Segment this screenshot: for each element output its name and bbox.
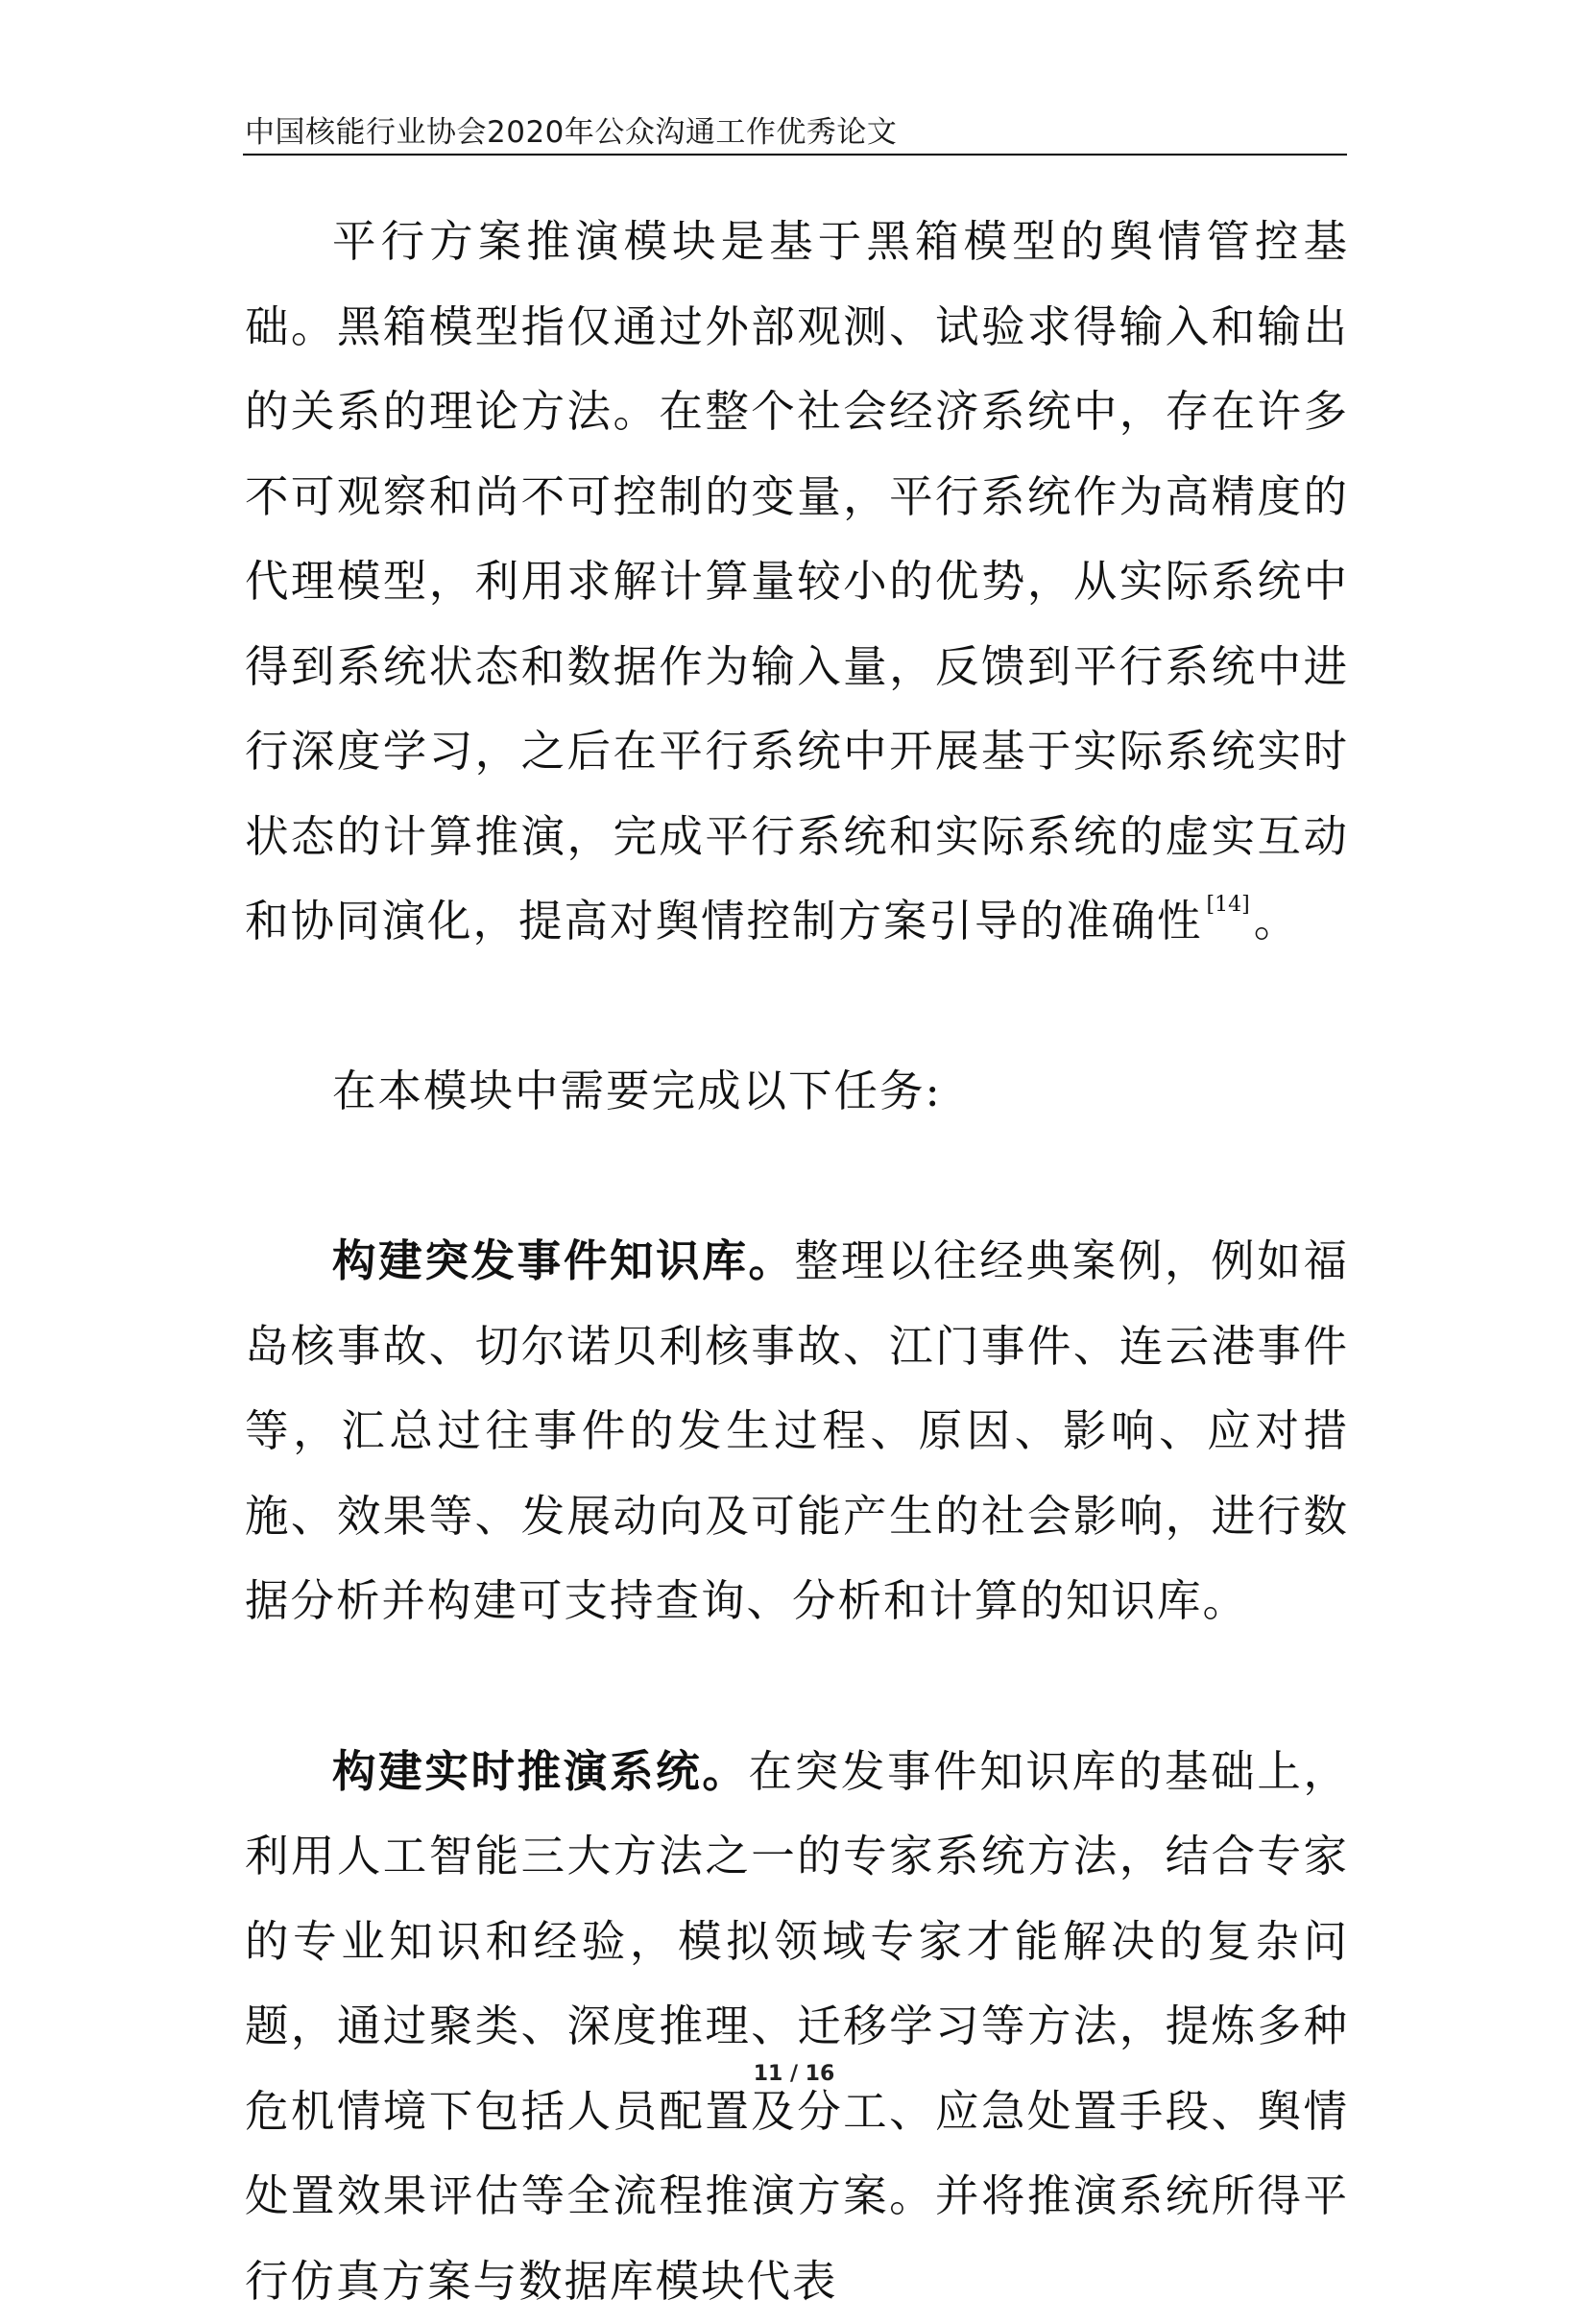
paragraph-heading: 构建实时推演系统。 (332, 1745, 749, 1797)
header-divider (243, 154, 1347, 156)
paragraph-parallel-scheme (245, 200, 1349, 965)
paragraph-text: 整理以往经典案例，例如福岛核事故、切尔诺贝利核事故、江门事件、连云港事件等，汇总过往事件的发生过程、原因、影响、应对措施、效果等、发展动向及可能产生的社会影响，进行数据分析并构建可支持查询、分析和计算的知识库。 (245, 1235, 1349, 1626)
citation-reference: [14] (1207, 893, 1250, 917)
page-number: 11 / 16 (0, 2062, 1588, 2086)
paragraph-realtime-system (245, 1729, 1349, 2324)
paragraph-text: 在突发事件知识库的基础上，利用人工智能三大方法之一的专家系统方法，结合专家的专业知识和经验，模拟领域专家才能解决的复杂问题，通过聚类、深度推理、迁移学习等方法，提炼多种危机情境下包括人员配置及分工、应急处置手段、舆情处置效果评估等全流程推演方案。并将推演系统所得平行仿真方案与数据库模块代表 (245, 1746, 1349, 2307)
paragraph-heading: 构建突发事件知识库。 (332, 1234, 795, 1286)
paragraph-knowledge-base (245, 1218, 1349, 1644)
paragraph-tasks-intro: 在本模块中需要完成以下任务: (245, 1049, 1349, 1135)
running-header: 中国核能行业协会2020年公众沟通工作优秀论文 (245, 108, 897, 151)
paragraph-end-punct: 。 (1254, 896, 1300, 946)
paragraph-text: 平行方案推演模块是基于黑箱模型的舆情管控基础。黑箱模型指仅通过外部观测、试验求得输入和输出的关系的理论方法。在整个社会经济系统中，存在许多不可观察和尚不可控制的变量，平行系统作为高精度的代理模型，利用求解计算量较小的优势，从实际系统中得到系统状态和数据作为输入量，反馈到平行系统中进行深度学习，之后在平行系统中开展基于实际系统实时状态的计算推演，完成平行系统和实际系统的虚实互动和协同演化，提高对舆情控制方案引导的准确性 (245, 216, 1349, 946)
body-text (245, 200, 1349, 2324)
